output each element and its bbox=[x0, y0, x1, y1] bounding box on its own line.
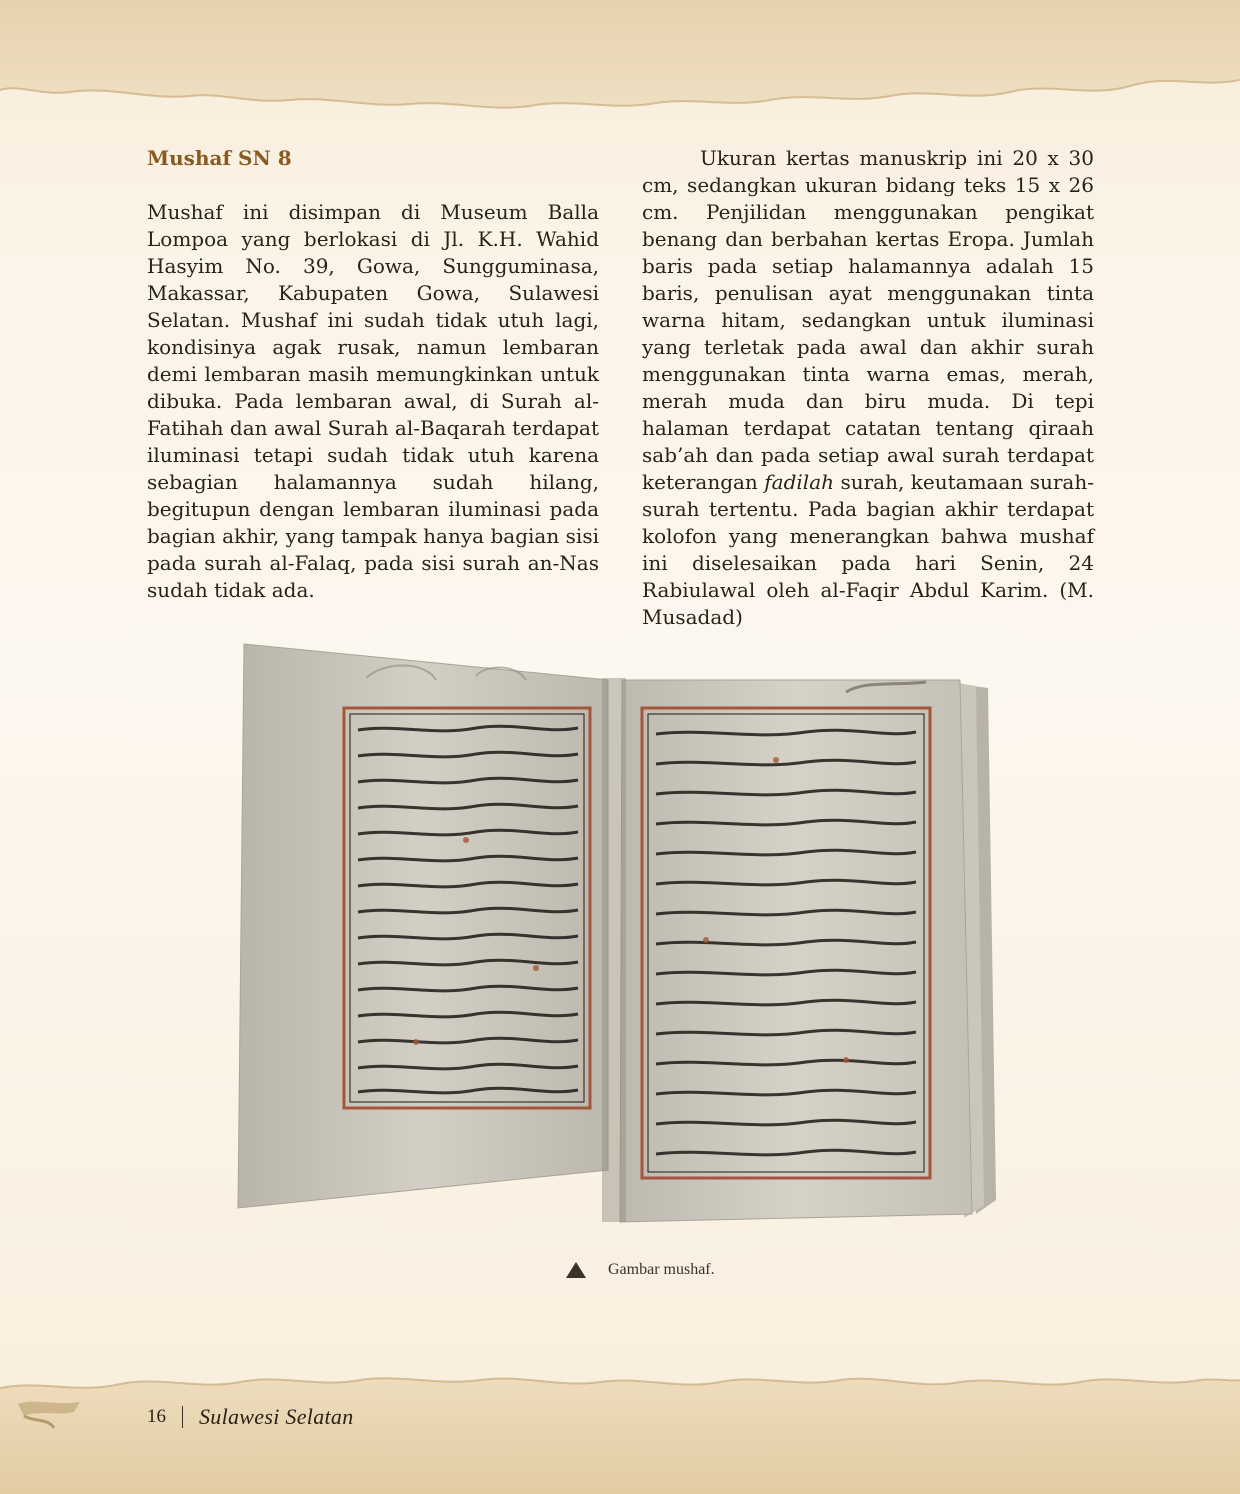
left-text-column bbox=[147, 145, 599, 604]
page-number: 16 bbox=[147, 1406, 166, 1427]
caption-triangle-icon bbox=[566, 1262, 586, 1278]
right-paragraph-text-1: Ukuran kertas manuskrip ini 20 x 30 cm, sedangkan ukuran bidang teks 15 x 26 cm. Penjilidan menggunakan pengikat benang dan berbahan kertas Eropa. Jumlah baris pada setiap halamannya adalah 15 baris, penulisan ayat menggunakan tinta warna hitam, sedangkan untuk iluminasi yang terletak pada awal dan akhir surah menggunakan tinta warna emas, merah, merah muda dan biru muda. Di tepi halaman terdapat catatan tentang qiraah sab’ah dan pada setiap awal surah terdapat keterangan bbox=[642, 146, 1094, 494]
page-footer bbox=[147, 1404, 354, 1430]
scroll-ornament-icon bbox=[14, 1394, 84, 1434]
caption-text: Gambar mushaf. bbox=[608, 1261, 715, 1278]
mushaf-photo bbox=[236, 640, 1006, 1230]
right-text-column bbox=[642, 145, 1094, 631]
section-heading: Mushaf SN 8 bbox=[147, 146, 292, 170]
left-paragraph: Mushaf ini disimpan di Museum Balla Lompoa yang berlokasi di Jl. K.H. Wahid Hasyim No. 39, Gowa, Sungguminasa, Makassar, Kabupaten Gowa, Sulawesi Selatan. Mushaf ini sudah tidak utuh lagi, kondisinya agak rusak, namun lembaran demi lembaran masih memungkinkan untuk dibuka. Pada lembaran awal, di Surah al-Fatihah dan awal Surah al-Baqarah terdapat iluminasi tetapi sudah tidak utuh karena sebagian halamannya sudah hilang, begitupun dengan lembaran iluminasi pada bagian akhir, yang tampak hanya bagian sisi pada surah al-Falaq, pada sisi surah an-Nas sudah tidak ada. bbox=[147, 200, 599, 602]
figure-caption bbox=[566, 1261, 715, 1279]
italic-term: fadilah bbox=[764, 470, 834, 494]
torn-paper-top bbox=[0, 0, 1240, 120]
book-title: Sulawesi Selatan bbox=[199, 1404, 354, 1429]
right-paragraph bbox=[642, 145, 1094, 631]
footer-divider bbox=[182, 1406, 183, 1428]
right-paragraph-text-2: surah, keutamaan surah-surah tertentu. Pada bagian akhir terdapat kolofon yang menerangkan bahwa mushaf ini diselesaikan pada hari Senin, 24 Rabiulawal oleh al-Faqir Abdul Karim. (M. Musadad) bbox=[642, 470, 1094, 629]
